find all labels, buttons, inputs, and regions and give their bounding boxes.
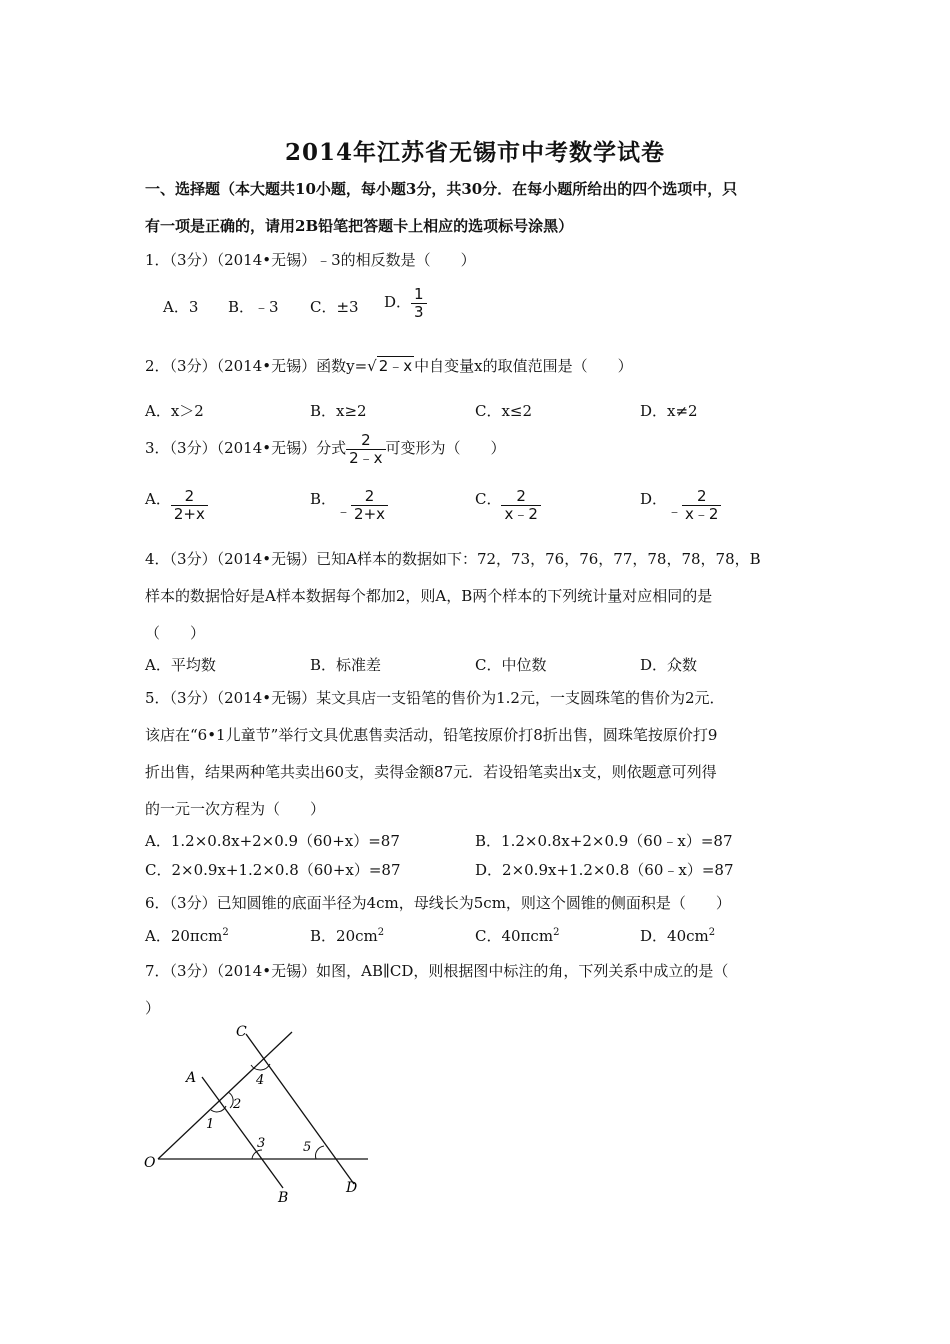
q3-option-a: A． $\frac{2}{2+x}$ (145, 488, 208, 522)
q6-option-d: D．$40cm^2$ (640, 927, 716, 945)
label-o: O (144, 1155, 156, 1171)
q6-option-c: C．40πcm$^2$ (475, 927, 560, 945)
q1-option-c: C．±3 (310, 298, 359, 316)
angle-arc-5 (316, 1146, 324, 1159)
q1-option-d-label: D． (384, 293, 412, 311)
q1-option-b: B．﹣3 (228, 298, 279, 316)
angle-label-3: 3 (257, 1136, 266, 1151)
geometry-figure (140, 1020, 380, 1205)
q5-option-c: C．2×0.9x+1.2×0.8（60+x）=87 (145, 861, 401, 879)
question-7-line1: 7．（3分）（2014•无锡）如图，AB∥CD，则根据图中标注的角，下列关系中成立的是（ (145, 962, 729, 980)
label-c: C (236, 1024, 247, 1040)
section-heading-line2: 有一项是正确的，请用2B铅笔把答题卡上相应的选项标号涂黑） (145, 217, 574, 235)
q2-option-c: C．x≤2 (475, 402, 533, 420)
radical-expression: √ 2﹣x (367, 357, 413, 375)
label-a: A (186, 1070, 197, 1086)
angle-label-5: 5 (303, 1140, 312, 1155)
q4-option-d: D．众数 (640, 656, 698, 674)
ray-o-upper (158, 1032, 292, 1159)
q3-option-c: C． $\frac{2}{x﹣2}$ (475, 488, 541, 522)
q2-option-a: A．x＞2 (145, 402, 204, 420)
section-heading-line1: 一、选择题（本大题共10小题，每小题3分，共30分．在每小题所给出的四个选项中，只 (145, 180, 738, 198)
q6-option-b: B．$20cm^2$ (310, 927, 385, 945)
q3-fraction: $\frac{2}{2﹣x}$ (346, 432, 385, 466)
question-5-line2: 该店在“6•1儿童节”举行文具优惠售卖活动，铅笔按原价打8折出售，圆珠笔按原价打9 (145, 726, 718, 744)
q2-option-d: D．x≠2 (640, 402, 698, 420)
q4-option-c: C．中位数 (475, 656, 547, 674)
question-5-line4: 的一元一次方程为（ ） (145, 800, 326, 818)
question-4-line3: （ ） (145, 624, 206, 642)
q6-option-a: A．20πcm$^2$ (145, 927, 229, 945)
line-ab (202, 1077, 283, 1188)
question-4-line2: 样本的数据恰好是A样本数据每个都加2，则A，B两个样本的下列统计量对应相同的是 (145, 587, 713, 605)
q5-option-a: A．1.2×0.8x+2×0.9（60+x）=87 (145, 832, 400, 850)
question-6-stem: 6．（3分）已知圆锥的底面半径为4cm，母线长为5cm，则这个圆锥的侧面积是（ ） (145, 894, 731, 912)
q3-option-d: D．﹣ $\frac{2}{x﹣2}$ (640, 488, 721, 522)
page-title: 2014年江苏省无锡市中考数学试卷 (284, 139, 665, 166)
q3-option-b: B．﹣ $\frac{2}{2+x}$ (310, 488, 388, 522)
label-d: D (346, 1180, 358, 1196)
question-5-line1: 5．（3分）（2014•无锡）某文具店一支铅笔的售价为1.2元，一支圆珠笔的售价为2元． (145, 689, 725, 707)
question-7-line2: ） (145, 999, 161, 1017)
q4-option-a: A．平均数 (145, 656, 216, 674)
question-4-line1: 4．（3分）（2014•无锡）已知A样本的数据如下：72，73，76，76，77，78，78，78，B (145, 550, 761, 568)
line-cd (246, 1034, 354, 1184)
q1-option-d-fraction: $\frac{1}{3}$ (411, 286, 427, 320)
angle-arc-4 (251, 1064, 270, 1070)
question-1-stem: 1．（3分）（2014•无锡）﹣3的相反数是（ ） (145, 251, 476, 269)
q4-option-b: B．标准差 (310, 656, 382, 674)
q1-option-d (384, 286, 427, 320)
q5-option-b: B．1.2×0.8x+2×0.9（60﹣x）=87 (475, 832, 733, 850)
angle-label-4: 4 (256, 1073, 265, 1088)
question-5-line3: 折出售，结果两种笔共卖出60支，卖得金额87元．若设铅笔卖出x支，则依题意可列得 (145, 763, 717, 781)
question-3-stem: 3．（3分）（2014•无锡）分式 $\frac{2}{2﹣x}$ 可变形为（ ） (145, 431, 506, 467)
q5-option-d: D．2×0.9x+1.2×0.8（60﹣x）=87 (475, 861, 734, 879)
q2-option-b: B．x≥2 (310, 402, 367, 420)
q1-option-a: A．3 (163, 298, 199, 316)
angle-label-1: 1 (206, 1117, 215, 1132)
question-2-stem: 2．（3分）（2014•无锡）函数y=√ 2﹣x 中自变量x的取值范围是（ ） (145, 357, 633, 375)
label-b: B (278, 1190, 289, 1205)
angle-label-2: 2 (233, 1097, 242, 1112)
